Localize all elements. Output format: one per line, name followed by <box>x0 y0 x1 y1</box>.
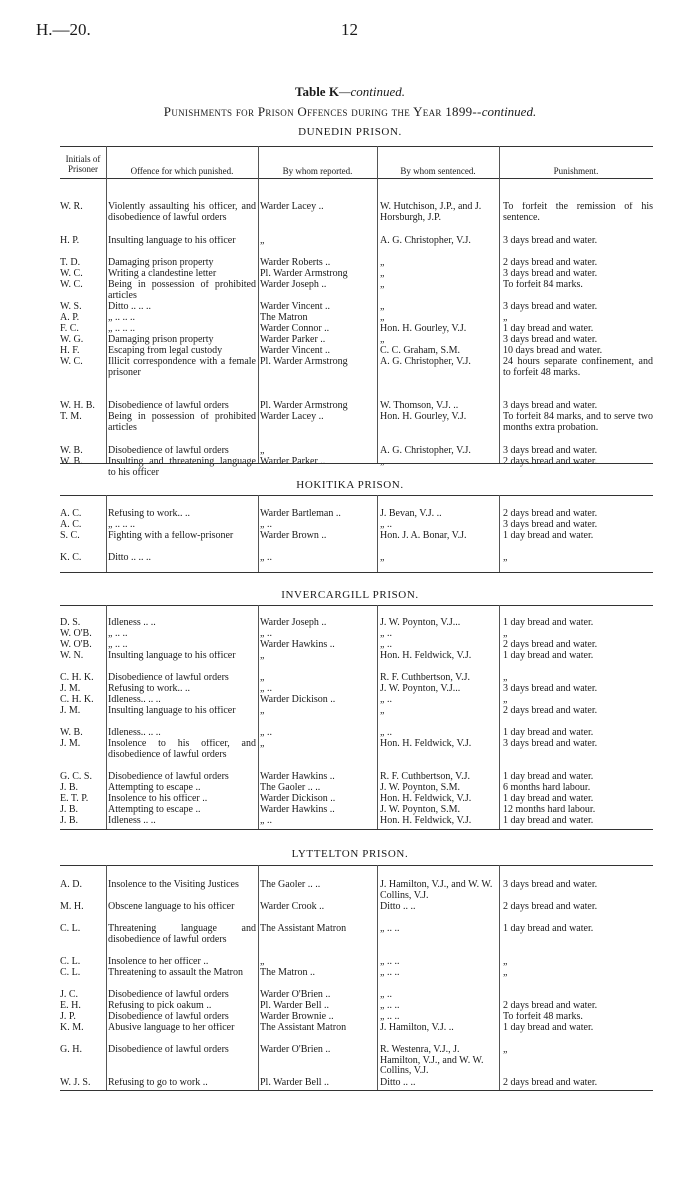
offence-cell: Abusive language to her officer <box>108 1023 235 1033</box>
column-header: By whom sentenced. <box>400 166 476 176</box>
page-number: 12 <box>341 20 358 39</box>
table-row <box>60 728 653 739</box>
table-row <box>60 816 653 827</box>
sentenced-by-cell: Hon. H. Feldwick, V.J. <box>380 794 472 804</box>
table-row <box>60 302 653 313</box>
offence-cell: Attempting to escape .. <box>108 783 201 793</box>
offence-cell: Disobedience of lawful orders <box>108 401 229 411</box>
offence-cell: „ .. .. <box>108 640 128 650</box>
table-row <box>60 401 653 412</box>
reported-by-cell: Warder O'Brien .. <box>260 1045 331 1055</box>
prisoner-initials-cell: G. C. S. <box>60 772 92 782</box>
punishment-cell: 3 days bread and water. <box>503 520 598 530</box>
offence-cell: Being in possession of prohibited articles <box>108 412 256 433</box>
prisoner-initials-cell: C. H. K. <box>60 695 94 705</box>
punishment-cell: 1 day bread and water. <box>503 324 594 334</box>
offence-cell: Insolence to the Visiting Justices <box>108 880 239 890</box>
offence-cell: Refusing to work.. .. <box>108 684 190 694</box>
reported-by-cell: Warder Dickison .. <box>260 794 336 804</box>
table-row <box>60 346 653 357</box>
column-header: Offence for which punished. <box>130 166 234 176</box>
reported-by-cell: „ <box>260 236 265 246</box>
reported-by-cell: Warder Crook .. <box>260 902 325 912</box>
punishment-cell: 1 day bread and water. <box>503 531 594 541</box>
prisoner-initials-cell: W. C. <box>60 280 83 290</box>
prisoner-initials-cell: J. C. <box>60 990 79 1000</box>
prisoner-initials-cell: F. C. <box>60 324 79 334</box>
reported-by-cell: The Gaoler .. .. <box>260 880 321 890</box>
offence-cell: Obscene language to his officer <box>108 902 235 912</box>
prisoner-initials-cell: T. D. <box>60 258 81 268</box>
reported-by-cell: Warder Hawkins .. <box>260 640 335 650</box>
punishment-cell: 2 days bread and water. <box>503 1078 598 1088</box>
reported-by-cell: Pl. Warder Armstrong <box>260 401 348 411</box>
prisoner-initials-cell: W. C. <box>60 269 83 279</box>
document-code: H.—20. <box>36 20 91 39</box>
sentenced-by-cell: R. Westenra, V.J., J. Hamilton, V.J., and W. W. Collins, V.J. <box>380 1045 484 1076</box>
table-row <box>60 968 653 990</box>
table-row <box>60 794 653 805</box>
offence-cell: Insolence to his officer .. <box>108 794 208 804</box>
table-row <box>60 412 653 446</box>
prisoner-initials-cell: H. P. <box>60 236 80 246</box>
punishment-cell: To forfeit 84 marks. <box>503 280 583 290</box>
column-header: Punishment. <box>553 166 599 176</box>
prisoner-initials-cell: W. G. <box>60 335 84 345</box>
sentenced-by-cell: J. W. Poynton, S.M. <box>380 783 461 793</box>
reported-by-cell: Warder Hawkins .. <box>260 772 335 782</box>
prisoner-initials-cell: C. H. K. <box>60 673 94 683</box>
offence-cell: Ditto .. .. .. <box>108 553 152 563</box>
punishment-cell: 3 days bread and water. <box>503 236 598 246</box>
sentenced-by-cell: „ .. <box>380 629 392 639</box>
table-title-continued: —continued. <box>338 84 406 99</box>
offence-cell: Disobedience of lawful orders <box>108 1012 229 1022</box>
table-bottom-rule <box>60 1090 653 1091</box>
punishment-cell <box>503 990 653 1001</box>
sentenced-by-cell: R. F. Cuthbertson, V.J. <box>380 772 470 782</box>
sentenced-by-cell: Ditto .. .. <box>380 902 416 912</box>
prisoner-initials-cell: A. D. <box>60 880 82 890</box>
reported-by-cell: Pl. Warder Armstrong <box>260 269 348 279</box>
offence-cell: „ .. .. .. <box>108 324 135 334</box>
reported-by-cell: Warder Lacey .. <box>260 202 324 212</box>
table-row <box>60 202 653 236</box>
sentenced-by-cell: „ .. <box>380 640 392 650</box>
sentenced-by-cell: W. Thomson, V.J. .. <box>380 401 459 411</box>
reported-by-cell: Warder O'Brien .. <box>260 990 331 1000</box>
punishment-cell: 3 days bread and water. <box>503 739 598 749</box>
offence-cell: Disobedience of lawful orders <box>108 990 229 1000</box>
column-header: By whom reported. <box>282 166 353 176</box>
prisoner-initials-cell: D. S. <box>60 618 81 628</box>
sentenced-by-cell: Hon. J. A. Bonar, V.J. <box>380 531 467 541</box>
reported-by-cell: Warder Joseph .. <box>260 280 327 290</box>
offence-cell: Disobedience of lawful orders <box>108 673 229 683</box>
punishment-cell: 2 days bread and water. <box>503 902 598 912</box>
sentenced-by-cell: A. G. Christopher, V.J. <box>380 236 471 246</box>
table-row <box>60 335 653 346</box>
sentenced-by-cell: J. Hamilton, V.J. .. <box>380 1023 454 1033</box>
prisoner-initials-cell: A. P. <box>60 313 80 323</box>
table-subtitle <box>0 104 700 120</box>
table-row <box>60 531 653 553</box>
sentenced-by-cell: Hon. H. Gourley, V.J. <box>380 412 467 422</box>
prisoner-initials-cell: M. H. <box>60 902 84 912</box>
offence-cell: Insulting and threatening language to his officer <box>108 457 256 478</box>
punishment-cell: 10 days bread and water. <box>503 346 603 356</box>
sentenced-by-cell: „ <box>380 706 385 716</box>
reported-by-cell: „ .. <box>260 553 272 563</box>
subtitle-main: Punishments for Prison Offences during the Year 1899-- <box>163 104 482 119</box>
offence-cell: Insolence to his officer, and disobedience of lawful orders <box>108 739 256 760</box>
offence-cell: „ .. .. <box>108 629 128 639</box>
punishment-cell: 3 days bread and water. <box>503 880 598 890</box>
table-row <box>60 280 653 302</box>
table-row <box>60 957 653 968</box>
prisoner-initials-cell: W. H. B. <box>60 401 95 411</box>
table-row <box>60 520 653 531</box>
reported-by-cell: The Matron <box>260 313 308 323</box>
table-top-rule <box>60 146 653 147</box>
punishment-cell: „ <box>503 629 508 639</box>
table-row <box>60 673 653 684</box>
reported-by-cell: „ <box>260 739 265 749</box>
prisoner-initials-cell: T. M. <box>60 412 82 422</box>
table-row <box>60 269 653 280</box>
offence-cell: Insolence to her officer .. <box>108 957 209 967</box>
reported-by-cell: The Assistant Matron <box>260 1023 347 1033</box>
reported-by-cell: Warder Connor .. <box>260 324 330 334</box>
table-row <box>60 357 653 401</box>
table-row <box>60 258 653 269</box>
reported-by-cell: Warder Vincent .. <box>260 346 331 356</box>
table-top-rule <box>60 865 653 866</box>
prisoner-initials-cell: E. H. <box>60 1001 81 1011</box>
sentenced-by-cell: „ <box>380 335 385 345</box>
sentenced-by-cell: „ .. <box>380 520 392 530</box>
table-row <box>60 1001 653 1012</box>
punishment-cell: „ <box>503 968 508 978</box>
table-row <box>60 1012 653 1023</box>
reported-by-cell: Pl. Warder Armstrong <box>260 357 348 367</box>
offence-cell: „ .. .. .. <box>108 313 135 323</box>
sentenced-by-cell: „ .. <box>380 695 392 705</box>
punishment-cell: „ <box>503 957 508 967</box>
table-row <box>60 990 653 1001</box>
punishment-cell: „ <box>503 1045 508 1055</box>
reported-by-cell: Warder Lacey .. <box>260 412 324 422</box>
sentenced-by-cell: J. W. Poynton, S.M. <box>380 805 461 815</box>
prisoner-initials-cell: W. B. <box>60 446 83 456</box>
prisoner-initials-cell: G. H. <box>60 1045 82 1055</box>
punishment-cell: „ <box>503 673 508 683</box>
reported-by-cell: „ .. <box>260 629 272 639</box>
prisoner-initials-cell: S. C. <box>60 531 80 541</box>
table-row <box>60 739 653 772</box>
prisoner-initials-cell: W. O'B. <box>60 640 92 650</box>
table-row <box>60 651 653 673</box>
offence-cell: Threatening language and disobedience of lawful orders <box>108 924 256 945</box>
offence-cell: Insulting language to his officer <box>108 236 236 246</box>
punishment-cell: 1 day bread and water. <box>503 651 594 661</box>
subtitle-continued: continued. <box>481 104 537 119</box>
offence-cell: Refusing to go to work .. <box>108 1078 208 1088</box>
offence-cell: Disobedience of lawful orders <box>108 446 229 456</box>
offence-cell: Idleness.. .. .. <box>108 695 161 705</box>
sentenced-by-cell: „ <box>380 280 385 290</box>
reported-by-cell: „ .. <box>260 520 272 530</box>
prisoner-initials-cell: C. L. <box>60 924 81 934</box>
sentenced-by-cell: Hon. H. Feldwick, V.J. <box>380 739 472 749</box>
table-row <box>60 1045 653 1078</box>
punishment-cell: 3 days bread and water. <box>503 302 598 312</box>
prisoner-initials-cell: J. B. <box>60 816 79 826</box>
sentenced-by-cell: „ <box>380 553 385 563</box>
offence-cell: Writing a clandestine letter <box>108 269 217 279</box>
offence-cell: Disobedience of lawful orders <box>108 772 229 782</box>
table-row <box>60 706 653 728</box>
sentenced-by-cell: Hon. H. Feldwick, V.J. <box>380 651 472 661</box>
offence-cell: Idleness .. .. <box>108 816 156 826</box>
punishment-cell: 3 days bread and water. <box>503 335 598 345</box>
section-title: HOKITIKA PRISON. <box>296 479 404 491</box>
sentenced-by-cell: „ .. .. <box>380 968 400 978</box>
punishment-cell: 12 months hard labour. <box>503 805 596 815</box>
reported-by-cell: „ .. <box>260 816 272 826</box>
column-header: Initials of Prisoner <box>65 154 101 174</box>
table-row <box>60 509 653 520</box>
reported-by-cell: Warder Bartleman .. <box>260 509 341 519</box>
table-row <box>60 629 653 640</box>
punishment-cell: 3 days bread and water. <box>503 446 598 456</box>
reported-by-cell: „ <box>260 673 265 683</box>
punishment-cell: 2 days bread and water. <box>503 640 598 650</box>
punishment-cell: 1 day bread and water. <box>503 618 594 628</box>
reported-by-cell: Warder Hawkins .. <box>260 805 335 815</box>
table-row <box>60 783 653 794</box>
offence-cell: Escaping from legal custody <box>108 346 223 356</box>
reported-by-cell: „ <box>260 706 265 716</box>
sentenced-by-cell: J. Bevan, V.J. .. <box>380 509 442 519</box>
punishment-cell: 24 hours separate confinement, and to forfeit 48 marks. <box>503 357 653 378</box>
sentenced-by-cell: A. G. Christopher, V.J. <box>380 357 471 367</box>
offence-cell: Illicit correspondence with a female prisoner <box>108 357 256 378</box>
section-title: DUNEDIN PRISON. <box>298 126 402 138</box>
offence-cell: Idleness .. .. <box>108 618 156 628</box>
offence-cell: Damaging prison property <box>108 258 214 268</box>
prisoner-initials-cell: J. M. <box>60 706 81 716</box>
sentenced-by-cell: W. Hutchison, J.P., and J. Horsburgh, J.P. <box>380 202 482 223</box>
punishment-cell: 2 days bread and water. <box>503 258 598 268</box>
prisoner-initials-cell: J. B. <box>60 783 79 793</box>
sentenced-by-cell: „ .. <box>380 990 392 1000</box>
offence-cell: Fighting with a fellow-prisoner <box>108 531 234 541</box>
offence-cell: „ .. .. .. <box>108 520 135 530</box>
punishment-cell: 1 day bread and water. <box>503 728 594 738</box>
table-row <box>60 553 653 564</box>
punishment-cell: 1 day bread and water. <box>503 816 594 826</box>
reported-by-cell: The Matron .. <box>260 968 315 978</box>
reported-by-cell: Warder Roberts .. <box>260 258 331 268</box>
reported-by-cell: Warder Parker .. <box>260 335 326 345</box>
header-bottom-rule <box>60 178 653 179</box>
punishment-cell: 1 day bread and water. <box>503 924 594 934</box>
prisoner-initials-cell: J. M. <box>60 684 81 694</box>
reported-by-cell: Pl. Warder Bell .. <box>260 1001 329 1011</box>
reported-by-cell: Warder Dickison .. <box>260 695 336 705</box>
punishment-cell: „ <box>503 695 508 705</box>
table-row <box>60 324 653 335</box>
sentenced-by-cell: „ .. .. <box>380 1012 400 1022</box>
sentenced-by-cell: C. C. Graham, S.M. <box>380 346 460 356</box>
reported-by-cell: Warder Parker .. <box>260 457 326 467</box>
prisoner-initials-cell: W. S. <box>60 302 82 312</box>
page-header <box>0 20 700 50</box>
prisoner-initials-cell: A. C. <box>60 520 82 530</box>
table-row <box>60 902 653 924</box>
prisoner-initials-cell: J. B. <box>60 805 79 815</box>
table-row <box>60 695 653 706</box>
table-row <box>60 880 653 902</box>
table-row <box>60 457 653 479</box>
table-top-rule <box>60 605 653 606</box>
table-bottom-rule <box>60 463 653 464</box>
table-row <box>60 805 653 816</box>
punishment-cell: 1 day bread and water. <box>503 1023 594 1033</box>
sentenced-by-cell: „ <box>380 258 385 268</box>
offence-cell: Ditto .. .. .. <box>108 302 152 312</box>
table-title-main: Table K <box>294 84 339 99</box>
reported-by-cell: Warder Brownie .. <box>260 1012 334 1022</box>
reported-by-cell: Warder Vincent .. <box>260 302 331 312</box>
punishment-cell: 3 days bread and water. <box>503 684 598 694</box>
prisoner-initials-cell: W. N. <box>60 651 84 661</box>
prisoner-initials-cell: C. L. <box>60 957 81 967</box>
punishment-cell: 6 months hard labour. <box>503 783 591 793</box>
offence-cell: Idleness.. .. .. <box>108 728 161 738</box>
sentenced-by-cell: „ .. .. <box>380 957 400 967</box>
punishment-cell: „ <box>503 553 508 563</box>
punishment-cell: 3 days bread and water. <box>503 401 598 411</box>
sentenced-by-cell: „ <box>380 302 385 312</box>
section-title: INVERCARGILL PRISON. <box>281 589 419 601</box>
punishment-cell: 2 days bread and water. <box>503 1001 598 1011</box>
reported-by-cell: Warder Brown .. <box>260 531 327 541</box>
sentenced-by-cell: „ <box>380 313 385 323</box>
sentenced-by-cell: „ .. <box>380 728 392 738</box>
section-title: LYTTELTON PRISON. <box>291 848 409 860</box>
prisoner-initials-cell: J. M. <box>60 739 81 749</box>
punishment-cell: To forfeit 48 marks. <box>503 1012 583 1022</box>
table-row <box>60 684 653 695</box>
punishment-cell: „ <box>503 313 508 323</box>
sentenced-by-cell: Ditto .. .. <box>380 1078 416 1088</box>
sentenced-by-cell: J. W. Poynton, V.J... <box>380 618 461 628</box>
reported-by-cell: „ <box>260 957 265 967</box>
reported-by-cell: „ .. <box>260 728 272 738</box>
prisoner-initials-cell: H. F. <box>60 346 80 356</box>
reported-by-cell: The Assistant Matron <box>260 924 347 934</box>
punishment-cell: 1 day bread and water. <box>503 772 594 782</box>
table-row <box>60 640 653 651</box>
offence-cell: Damaging prison property <box>108 335 214 345</box>
reported-by-cell: „ <box>260 446 265 456</box>
sentenced-by-cell: „ .. .. <box>380 1001 400 1011</box>
prisoner-initials-cell: W. B. <box>60 457 83 467</box>
table-row <box>60 446 653 457</box>
prisoner-initials-cell: K. M. <box>60 1023 84 1033</box>
prisoner-initials-cell: E. T. P. <box>60 794 89 804</box>
table-title <box>0 84 700 100</box>
reported-by-cell: The Gaoler .. .. <box>260 783 321 793</box>
offence-cell: Violently assaulting his officer, and disobedience of lawful orders <box>108 202 256 223</box>
table-bottom-rule <box>60 829 653 830</box>
reported-by-cell: „ <box>260 651 265 661</box>
punishment-cell: 1 day bread and water. <box>503 794 594 804</box>
punishment-cell: 3 days bread and water. <box>503 269 598 279</box>
table-row <box>60 236 653 258</box>
sentenced-by-cell: J. W. Poynton, V.J... <box>380 684 461 694</box>
table-row <box>60 772 653 783</box>
table-row <box>60 618 653 629</box>
reported-by-cell: „ .. <box>260 684 272 694</box>
offence-cell: Refusing to pick oakum .. <box>108 1001 212 1011</box>
table-row <box>60 313 653 324</box>
sentenced-by-cell: R. F. Cuthbertson, V.J. <box>380 673 470 683</box>
table-row <box>60 1023 653 1045</box>
offence-cell: Threatening to assault the Matron <box>108 968 243 978</box>
offence-cell: Being in possession of prohibited articles <box>108 280 256 301</box>
punishment-cell: To forfeit the remission of his sentence. <box>503 202 653 223</box>
sentenced-by-cell: „ .. .. <box>380 924 400 934</box>
prisoner-initials-cell: J. P. <box>60 1012 76 1022</box>
prisoner-initials-cell: K. C. <box>60 553 82 563</box>
table-row <box>60 1078 653 1089</box>
reported-by-cell: Warder Joseph .. <box>260 618 327 628</box>
sentenced-by-cell: „ <box>380 457 385 467</box>
prisoner-initials-cell: W. C. <box>60 357 83 367</box>
prisoner-initials-cell: A. C. <box>60 509 82 519</box>
sentenced-by-cell: A. G. Christopher, V.J. <box>380 446 471 456</box>
sentenced-by-cell: Hon. H. Gourley, V.J. <box>380 324 467 334</box>
punishment-cell: 2 days bread and water. <box>503 457 598 467</box>
sentenced-by-cell: „ <box>380 269 385 279</box>
sentenced-by-cell: J. Hamilton, V.J., and W. W. Collins, V.J. <box>380 880 493 901</box>
prisoner-initials-cell: C. L. <box>60 968 81 978</box>
prisoner-initials-cell: W. O'B. <box>60 629 92 639</box>
offence-cell: Attempting to escape .. <box>108 805 201 815</box>
prisoner-initials-cell: W. B. <box>60 728 83 738</box>
offence-cell: Insulting language to his officer <box>108 651 236 661</box>
reported-by-cell: Pl. Warder Bell .. <box>260 1078 329 1088</box>
prisoner-initials-cell: W. J. S. <box>60 1078 91 1088</box>
punishment-cell: To forfeit 84 marks, and to serve two months extra probation. <box>503 412 653 433</box>
table-bottom-rule <box>60 572 653 573</box>
offence-cell: Refusing to work.. .. <box>108 509 190 519</box>
sentenced-by-cell: Hon. H. Feldwick, V.J. <box>380 816 472 826</box>
table-top-rule <box>60 495 653 496</box>
table-row <box>60 924 653 957</box>
punishment-cell: 2 days bread and water. <box>503 509 598 519</box>
offence-cell: Insulting language to his officer <box>108 706 236 716</box>
prisoner-initials-cell: W. R. <box>60 202 83 212</box>
offence-cell: Disobedience of lawful orders <box>108 1045 229 1055</box>
punishment-cell: 2 days bread and water. <box>503 706 598 716</box>
